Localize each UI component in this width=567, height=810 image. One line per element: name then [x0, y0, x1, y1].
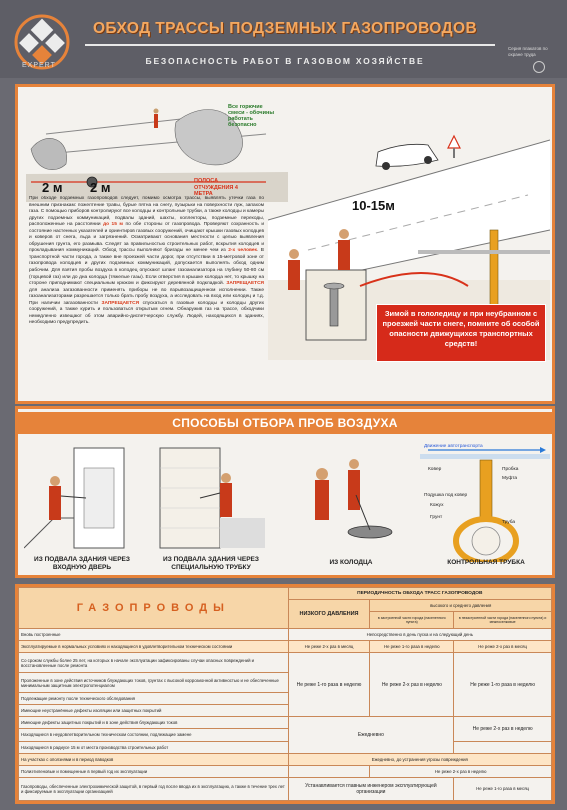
caption-tube: ИЗ ПОДВАЛА ЗДАНИЯ ЧЕРЕЗ СПЕЦИАЛЬНУЮ ТРУБКУ [163, 556, 259, 571]
distance-left-b: 2 м [90, 180, 111, 195]
table-row [19, 641, 552, 653]
manhole-illustration [290, 440, 410, 558]
row-name: Находящиеся в неудовлетворительном техническом состоянии, подлежащие замене [19, 729, 289, 741]
text-part: При обходе подземных газопроводов следует, помимо осмотра трассы, выявлять утечки газа по внешним признакам: пожелтение травы, бурые пятна на снегу, пузырьки на поверхности луж, запахом газа. С помощью приборов контролируют все колодцы и контрольные трубки, а также колодцы и камеры других подземных коммуникаций, подвалы зданий, шахты, коллекторы, подземные переходы, расположенные на расстоянии [29, 196, 264, 228]
pipe-label-probka: Пробка [502, 467, 519, 472]
text-part: спускаться в газовые колодцы и колодцы других сооружений, а также курить и пользоваться открытым огнем. Обнаружив газ на трассе, обходчики немедленно извещают об этом аварийно-диспетчерскую службу. Людей, находящихся в зданиях, необходимо предупредить. [29, 300, 264, 326]
empty-cell [454, 741, 552, 753]
period-header: ПЕРИОДИЧНОСТЬ ОБХОДА ТРАСС ГАЗОПРОВОДОВ [288, 588, 551, 600]
row-name: На участках с оползнями и в период паводков [19, 753, 289, 765]
high-pressure-header: высокого и среднего давления [370, 600, 552, 612]
row-low: Не реже 1-го раза в неделю [288, 653, 370, 717]
row-name: Имеющие дефекты защитных покрытий и в зоне действия блуждающих токов [19, 717, 289, 729]
pipe-label-podushka: Подушка под ковер [424, 493, 468, 498]
table-row [19, 777, 552, 800]
row-low: Устанавливается главным инженером эксплуатирующей организации [288, 777, 454, 800]
row-mid: Не реже 1-го раза в неделю [370, 641, 454, 653]
text-part: для анализа загазованности применять приборы не во взрывозащищенном исполнении. Также газоанализаторами разрешается только брать пробу воздуха, а исследовать на вход или колодец и т.д. При наличии загазованности [29, 287, 264, 306]
row-name: Имеющие неустранённые дефекты изоляции или защитных покрытий [19, 705, 289, 717]
zone-label: ПОЛОСА ОТЧУЖДЕНИЯ 4 МЕТРА [194, 178, 238, 197]
table-title: ГАЗОПРОВОДЫ [19, 588, 289, 629]
row-value: Ежедневно, до устранения угрозы повреждения [288, 753, 551, 765]
basement-door-illustration [24, 438, 140, 556]
subheader-built: в застроенной части города (населенного пункта) [370, 612, 454, 629]
table-row [19, 717, 552, 729]
table-header-row [19, 588, 552, 600]
low-pressure-header: НИЗКОГО ДАВЛЕНИЯ [288, 600, 370, 629]
corner-mark-icon [533, 61, 545, 73]
series-note: Серия плакатов по охране труда [508, 46, 548, 57]
row-high: Не реже 1-го раза в месяц [454, 777, 552, 800]
row-high: Не реже 2-х раз в неделю [454, 717, 552, 741]
table-row [19, 765, 552, 777]
empty-cell [288, 765, 370, 777]
row-name: Полиэтиленовые и помещенные в первый год их эксплуатации [19, 765, 289, 777]
table-row [19, 753, 552, 765]
row-name: Находящиеся в радиусе 15 м от места производства строительных работ [19, 741, 289, 753]
table-row [19, 629, 552, 641]
winter-warning: Зимой в гололедицу и при неубранном с проезжей части снеге, помните об особой опасности движущихся транспортных средств! [376, 304, 546, 362]
row-name: Эксплуатируемые в нормальных условиях и находящиеся в удовлетворительном техническом состоянии [19, 641, 289, 653]
pipe-label-truba: Труба [502, 520, 516, 525]
row-value: Непосредственно в день пуска и на следующий день [288, 629, 551, 641]
text-part: по обе стороны от газопровода. Проверяют сохранность и состояние настенных указателей и ориентиров газовых сооружений, очищают крышки газовых колодцев и коверов от снега, льда и загрязнений. Осматривают основания местности с целью выявления обрушения грунта, его размыва. Следят за правильностью строительных работ, вскрытия колодцев и прокладывания коммуникаций. Обход трассы выполняют бригады не менее чем из [29, 222, 264, 254]
table-row [19, 653, 552, 673]
pipe-label-kover: Ковер [428, 467, 442, 472]
subheader-unbuilt: в незастроенной части города (населенного пункта) и межпоселковые [454, 612, 552, 629]
row-mid: Не реже 2-х раз в неделю [370, 765, 552, 777]
distance-left-a: 2 м [42, 180, 63, 195]
row-name: Газопроводы, обеспеченные электрохимической защитой, в первый год после ввода их в эксплуатацию, а также в течение трех лет и фиксируемые в эксплуатации организацией [19, 777, 289, 800]
row-mid: Ежедневно [288, 717, 454, 753]
row-high: Не реже 2-х раз в месяц [454, 641, 552, 653]
pipe-label-kozhuh: Кожух [430, 503, 444, 508]
header [0, 0, 567, 78]
row-name: Подлежащие ремонту после технического обследования [19, 692, 289, 704]
pipe-label-traffic: Движение автотранспорта [424, 444, 483, 449]
row-low: Не реже 2-х раз в месяц [288, 641, 370, 653]
row-name: Проложенные в зоне действия источников блуждающих токов, грунтах с высокой коррозионной активностью и не обеспеченные минимальным защитным электропотенциалом [19, 673, 289, 693]
text-highlight: ЗАПРЕЩАЕТСЯ [101, 300, 140, 306]
safety-note: Все горючие смеси - обочины работать безопасно [228, 104, 275, 128]
row-mid: Не реже 2-х раз в неделю [370, 653, 454, 717]
pipe-label-grunt: Грунт [430, 515, 443, 520]
caption-manhole: ИЗ КОЛОДЦА [329, 559, 373, 566]
row-high: Не реже 1-го раза в неделю [454, 653, 552, 717]
logo-word: EXPERT [22, 62, 56, 69]
pipe-label-mufta: Муфта [502, 476, 518, 481]
caption-door: ИЗ ПОДВАЛА ЗДАНИЯ ЧЕРЕЗ ВХОДНУЮ ДВЕРЬ [34, 556, 130, 571]
text-highlight: ЗАПРЕЩАЕТСЯ [226, 281, 264, 287]
special-tube-illustration [150, 438, 270, 556]
table-row [19, 741, 552, 753]
title-divider [85, 44, 495, 46]
distance-right: 10-15м [352, 198, 395, 213]
text-highlight: 2-х человек [228, 248, 257, 254]
row-name: Со сроком службы более 25 лет, на которых в начале эксплуатации зафиксированы случаи опасных повреждений и восстановленные после ремонта [19, 653, 289, 673]
page-subtitle: БЕЗОПАСНОСТЬ РАБОТ В ГАЗОВОМ ХОЗЯЙСТВЕ [145, 56, 425, 66]
periodicity-table [18, 587, 552, 801]
text-highlight: до 15 м [103, 222, 123, 228]
instruction-text [29, 196, 264, 394]
caption-control-tube: КОНТРОЛЬНАЯ ТРУБКА [447, 559, 525, 566]
text-part: . В транспортной части города, а также вне проезжей части дорог, при отсутствии в 15-метровой зоне от газопровода колодцев и других подземных коммуникаций, допускается выполнять обход одним рабочим. Для взятия пробы воздуха в колодец опускают шланг газоанализатора на глубину 50-80 см (торцевой газ) или до дна колодца (тяжелые газы). Если отверстия в крышке колодца нет, то крышку на стороне приподнимают специальным крюком и фиксируют деревянной подкладкой. [29, 248, 264, 287]
sampling-title: СПОСОБЫ ОТБОРА ПРОБ ВОЗДУХА [18, 412, 552, 434]
page-title: ОБХОД ТРАССЫ ПОДЗЕМНЫХ ГАЗОПРОВОДОВ [92, 20, 478, 37]
row-name: Вновь построенные [19, 629, 289, 641]
